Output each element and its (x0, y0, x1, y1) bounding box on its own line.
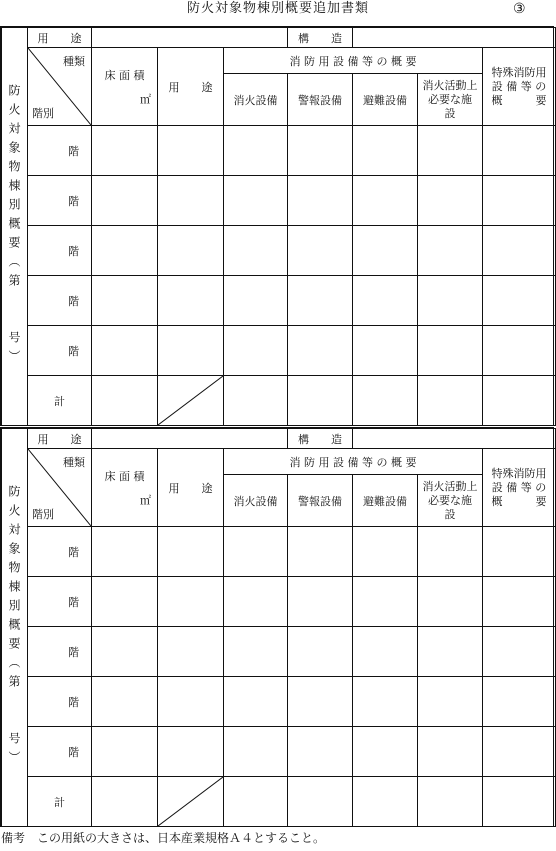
facilities-header: 消 防 用 設 備 等 の 概 要 (224, 48, 483, 74)
special-equipment-header: 特殊消防用設 備 等 の概 要 (483, 48, 556, 126)
evacuation-header: 避難設備 (353, 475, 418, 527)
floor-area-header: 床 面 積 ㎡ (92, 48, 158, 126)
floor-row-label: 階 (28, 226, 92, 276)
floor-row-label: 階 (28, 527, 92, 577)
kind-floor-header (28, 48, 92, 126)
kind-label: 種類 (63, 456, 85, 469)
floor-row-label: 階 (28, 176, 92, 226)
structure-field[interactable] (353, 28, 556, 48)
evacuation-header: 避難設備 (353, 74, 418, 126)
usage-field[interactable] (92, 429, 288, 449)
area-unit: ㎡ (140, 493, 151, 507)
total-area-field[interactable] (92, 376, 158, 426)
kind-label: 種類 (63, 55, 85, 68)
special-equipment-header: 特殊消防用設 備 等 の概 要 (483, 449, 556, 527)
building-summary-form-1 (0, 26, 554, 426)
side-label: 防火対象物棟別概要（第 号） (2, 28, 28, 426)
total-use-cell (158, 376, 224, 426)
use-column-header: 用 途 (158, 48, 224, 126)
usage-label: 用 途 (28, 429, 92, 449)
total-label: 計 (28, 777, 92, 827)
floor-row-label: 階 (28, 677, 92, 727)
total-area-field[interactable] (92, 777, 158, 827)
usage-label: 用 途 (28, 28, 92, 48)
floor-label: 階別 (32, 508, 54, 521)
use-column-header: 用 途 (158, 449, 224, 527)
side-label: 防火対象物棟別概要（第 号） (2, 429, 28, 827)
fire-extinguishing-header: 消火設備 (224, 74, 288, 126)
document-title: 防火対象物棟別概要追加書類 (186, 1, 369, 16)
facilities-header: 消 防 用 設 備 等 の 概 要 (224, 449, 483, 475)
structure-label: 構 造 (288, 28, 353, 48)
firefighting-header: 消火活動上必要な施 設 (418, 475, 483, 527)
total-use-cell (158, 777, 224, 827)
floor-label: 階別 (32, 107, 54, 120)
floor-area-header: 床 面 積 ㎡ (92, 449, 158, 527)
area-unit: ㎡ (140, 92, 151, 106)
alarm-header: 警報設備 (288, 475, 353, 527)
structure-label: 構 造 (288, 429, 353, 449)
fire-extinguishing-header: 消火設備 (224, 475, 288, 527)
floor-row-label: 階 (28, 577, 92, 627)
structure-field[interactable] (353, 429, 556, 449)
remarks-note: 備考 この用紙の大きさは、日本産業規格Ａ４とすること。 (1, 831, 326, 845)
total-label: 計 (28, 376, 92, 426)
building-summary-form-2 (0, 427, 554, 827)
floor-row-label: 階 (28, 326, 92, 376)
page-number-mark: ③ (513, 1, 526, 17)
floor-row-label: 階 (28, 126, 92, 176)
firefighting-header: 消火活動上必要な施 設 (418, 74, 483, 126)
alarm-header: 警報設備 (288, 74, 353, 126)
floor-row-label: 階 (28, 276, 92, 326)
floor-row-label: 階 (28, 727, 92, 777)
kind-floor-header (28, 449, 92, 527)
floor-row-label: 階 (28, 627, 92, 677)
usage-field[interactable] (92, 28, 288, 48)
